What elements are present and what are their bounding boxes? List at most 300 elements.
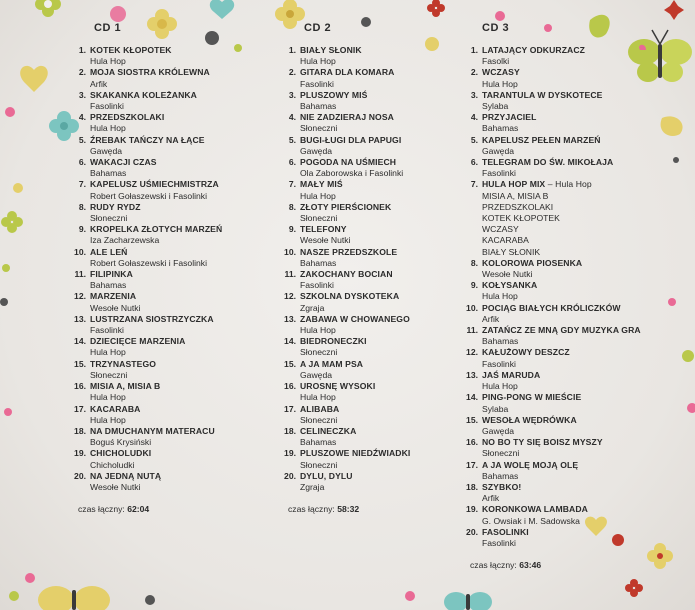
track-number: 17. — [284, 403, 296, 414]
track-number: 17. — [466, 459, 478, 470]
track-artist: Wesołe Nutki — [482, 269, 533, 280]
track-title: NA JEDNĄ NUTĄ — [90, 470, 162, 481]
track-title-line — [482, 280, 662, 291]
track-number: 8. — [470, 257, 478, 268]
track-title: KAŁUŻOWY DESZCZ — [482, 347, 570, 358]
track-artist: Hula Hop — [90, 123, 126, 134]
track-title-line — [482, 325, 662, 336]
medley-song: WCZASY — [482, 224, 519, 235]
track-item — [70, 90, 270, 112]
track-item — [462, 392, 662, 414]
track-number: 12. — [284, 291, 296, 302]
track-item — [280, 247, 480, 269]
track-number: 19. — [284, 448, 296, 459]
track-title: ALIBABA — [300, 403, 340, 414]
butterfly-icon — [38, 586, 110, 610]
heart-icon — [210, 0, 234, 19]
track-item — [280, 202, 480, 224]
track-artist: Fasolinki — [482, 358, 516, 369]
track-number: 9. — [78, 224, 86, 235]
track-item — [280, 67, 480, 89]
track-title-line — [90, 336, 270, 347]
track-title: PLUSZOWE NIEDŹWIADKI — [300, 448, 411, 459]
track-title-line — [90, 112, 270, 123]
track-number: 5. — [288, 134, 296, 145]
track-item — [462, 179, 662, 257]
track-number: 12. — [466, 347, 478, 358]
track-title: FASOLINKI — [482, 526, 529, 537]
track-number: 8. — [78, 201, 86, 212]
track-artist: Hula Hop — [482, 291, 518, 302]
track-item — [280, 471, 480, 493]
heart-icon — [20, 66, 48, 92]
track-number: 18. — [466, 481, 478, 492]
track-artist: Bahamas — [300, 101, 337, 112]
track-number: 6. — [470, 157, 478, 168]
track-item — [280, 135, 480, 157]
track-number: 14. — [74, 336, 86, 347]
track-item — [70, 112, 270, 134]
track-title: LUSTRZANA SIOSTRZYCZKA — [90, 313, 214, 324]
track-title: MOJA SIOSTRA KRÓLEWNA — [90, 67, 210, 78]
track-title: UROSNĘ WYSOKI — [300, 381, 376, 392]
track-title: TRZYNASTEGO — [90, 358, 157, 369]
dot-icon — [13, 183, 23, 193]
track-item — [280, 314, 480, 336]
total-value: 63:46 — [519, 560, 542, 571]
track-number: 2. — [470, 67, 478, 78]
track-number: 15. — [466, 414, 478, 425]
track-number: 13. — [284, 313, 296, 324]
track-title-line — [482, 527, 662, 538]
track-title: TELEGRAM DO ŚW. MIKOŁAJA — [482, 157, 614, 168]
track-title-line — [482, 112, 662, 123]
track-title-line — [300, 90, 480, 101]
track-artist: Słoneczni — [300, 414, 338, 425]
track-item — [462, 460, 662, 482]
track-number: 10. — [74, 246, 86, 257]
track-title-line — [482, 415, 662, 426]
track-title: BIAŁY SŁONIK — [300, 45, 362, 55]
track-artist: Zgraja — [300, 302, 325, 313]
track-title: KORONKOWA LAMBADA — [482, 504, 588, 515]
track-title-line — [90, 157, 270, 168]
dot-icon — [9, 591, 19, 601]
track-title-line — [482, 258, 662, 269]
track-item — [280, 269, 480, 291]
flower-icon — [35, 0, 61, 17]
track-title: WAKACJI CZAS — [90, 157, 157, 168]
track-item — [70, 314, 270, 336]
track-artist: Słoneczni — [300, 213, 338, 224]
track-item — [280, 112, 480, 134]
track-artist: Słoneczni — [300, 459, 338, 470]
track-title-line — [300, 269, 480, 280]
track-number: 5. — [78, 134, 86, 145]
butterfly-icon — [444, 592, 492, 610]
track-artist: Bahamas — [482, 123, 519, 134]
track-item — [462, 90, 662, 112]
track-title-line — [300, 202, 480, 213]
total-label: czas łączny: — [288, 504, 335, 515]
track-number: 4. — [288, 112, 296, 123]
track-artist: Fasolki — [482, 56, 510, 67]
track-number: 5. — [470, 134, 478, 145]
track-item — [280, 45, 480, 67]
track-item — [70, 448, 270, 470]
track-number: 1. — [78, 45, 86, 55]
track-number: 8. — [288, 201, 296, 212]
track-number: 3. — [470, 89, 478, 100]
track-artist: Chicholudki — [90, 459, 135, 470]
track-artist: Bahamas — [90, 280, 127, 291]
track-item — [462, 112, 662, 134]
track-item — [280, 90, 480, 112]
track-number: 19. — [74, 448, 86, 459]
track-item — [70, 291, 270, 313]
track-number: 15. — [74, 358, 86, 369]
track-item — [70, 224, 270, 246]
track-title-line — [90, 426, 270, 437]
track-artist: Sylaba — [482, 403, 509, 414]
track-number: 6. — [288, 157, 296, 168]
track-title: SZKOLNA DYSKOTEKA — [300, 291, 400, 302]
track-title: CELINECZKA — [300, 425, 357, 436]
dot-icon — [682, 350, 694, 362]
track-artist: Gawęda — [300, 145, 333, 156]
track-title: BIEDRONECZKI — [300, 336, 367, 347]
track-title-line — [482, 504, 662, 515]
track-number: 11. — [284, 269, 296, 280]
track-item — [462, 67, 662, 89]
track-title: ZŁOTY PIERŚCIONEK — [300, 201, 392, 212]
track-title: KOTEK KŁOPOTEK — [90, 45, 172, 55]
track-number: 7. — [288, 179, 296, 190]
dot-icon — [5, 107, 15, 117]
track-item — [280, 224, 480, 246]
track-item — [70, 359, 270, 381]
track-item — [462, 157, 662, 179]
track-number: 16. — [466, 437, 478, 448]
track-artist: Hula Hop — [90, 347, 126, 358]
medley-song: PRZEDSZKOLAKI — [482, 201, 554, 212]
track-title-line — [482, 482, 662, 493]
track-title-line — [482, 179, 662, 190]
track-title-line — [482, 437, 662, 448]
track-title: PRZEDSZKOLAKI — [90, 112, 165, 123]
track-artist: Hula Hop — [482, 381, 518, 392]
track-artist: Słoneczni — [90, 369, 128, 380]
track-title-line — [482, 460, 662, 471]
track-number: 4. — [470, 112, 478, 123]
track-artist: Hula Hop — [90, 414, 126, 425]
track-artist: Boguś Krysiński — [90, 437, 152, 448]
track-artist: Arfik — [482, 493, 500, 504]
track-artist: Hula Hop — [300, 392, 336, 403]
cd-title: CD 2 — [304, 22, 332, 34]
track-number: 9. — [288, 224, 296, 235]
track-number: 20. — [284, 470, 296, 481]
track-item — [462, 258, 662, 280]
track-title-line — [482, 392, 662, 403]
track-title: PLUSZOWY MIŚ — [300, 89, 368, 100]
track-artist: G. Owsiak i M. Sadowska — [482, 515, 580, 526]
track-title-line — [90, 314, 270, 325]
track-item — [462, 370, 662, 392]
track-title: MISIA A, MISIA B — [90, 381, 161, 392]
medley-song: KOTEK KŁOPOTEK — [482, 213, 560, 224]
track-title-line — [300, 179, 480, 190]
track-artist: Fasolinki — [300, 78, 334, 89]
track-title-line — [482, 45, 662, 56]
track-artist: Słoneczni — [300, 123, 338, 134]
track-artist: Bahamas — [300, 257, 337, 268]
track-title-line — [90, 202, 270, 213]
track-title-line — [90, 381, 270, 392]
cd1-column — [70, 22, 270, 514]
track-item — [70, 336, 270, 358]
track-item — [462, 415, 662, 437]
track-number: 13. — [74, 313, 86, 324]
track-title: PING-PONG W MIEŚCIE — [482, 392, 582, 403]
track-title-line — [300, 247, 480, 258]
total-label: czas łączny: — [78, 504, 125, 515]
track-title-line — [300, 471, 480, 482]
leaf-icon — [661, 116, 683, 136]
track-title: TARANTULA W DYSKOTECE — [482, 89, 603, 100]
track-item — [462, 527, 662, 549]
track-title: ŹREBAK TAŃCZY NA ŁĄCE — [90, 134, 205, 145]
dot-icon — [405, 591, 415, 601]
track-title: DYLU, DYLU — [300, 470, 353, 481]
track-artist: Gawęda — [300, 369, 333, 380]
track-item — [462, 504, 662, 526]
track-title-line — [300, 336, 480, 347]
total-time — [462, 560, 662, 570]
track-title: NASZE PRZEDSZKOLE — [300, 246, 398, 257]
track-number: 14. — [284, 336, 296, 347]
track-artist: Hula Hop — [300, 56, 336, 67]
track-title: KOŁYSANKA — [482, 280, 538, 291]
track-number: 18. — [74, 425, 86, 436]
track-title-line — [300, 224, 480, 235]
cd-title: CD 3 — [482, 22, 510, 34]
track-title-line — [90, 135, 270, 146]
track-title: POCIĄG BIAŁYCH KRÓLICZKÓW — [482, 302, 621, 313]
track-title: WCZASY — [482, 67, 520, 78]
track-item — [280, 448, 480, 470]
dot-icon — [25, 573, 35, 583]
track-artist: Hula Hop — [90, 56, 126, 67]
track-title: KROPELKA ZŁOTYCH MARZEŃ — [90, 224, 223, 235]
track-title: MARZENIA — [90, 291, 137, 302]
cd2-column — [280, 22, 480, 514]
track-title: PRZYJACIEL — [482, 112, 537, 123]
track-title-line — [300, 67, 480, 78]
total-value: 62:04 — [127, 504, 150, 515]
track-title: RUDY RYDZ — [90, 201, 141, 212]
track-item — [462, 437, 662, 459]
track-artist: Zgraja — [300, 481, 325, 492]
track-title: NA DMUCHANYM MATERACU — [90, 425, 215, 436]
track-title: SKAKANKA KOLEŻANKA — [90, 89, 197, 100]
track-artist: Fasolinki — [482, 168, 516, 179]
track-artist: Robert Gołaszewski i Fasolinki — [90, 257, 208, 268]
track-item — [462, 303, 662, 325]
dot-icon — [687, 403, 695, 413]
track-title: POGODA NA UŚMIECH — [300, 157, 397, 168]
flower-icon — [1, 211, 23, 233]
track-artist: Bahamas — [300, 437, 337, 448]
dot-icon — [110, 6, 126, 22]
track-title: KACARABA — [90, 403, 141, 414]
track-item — [280, 404, 480, 426]
track-item — [70, 157, 270, 179]
dot-icon — [145, 595, 155, 605]
medley-song: BIAŁY SŁONIK — [482, 246, 541, 257]
track-artist: Bahamas — [90, 168, 127, 179]
track-number: 10. — [284, 246, 296, 257]
track-item — [280, 336, 480, 358]
track-title: LATAJĄCY ODKURZACZ — [482, 45, 586, 55]
flower-icon — [625, 579, 643, 597]
track-title: BUGI-ŁUGI DLA PAPUGI — [300, 134, 402, 145]
track-artist: Fasolinki — [90, 325, 124, 336]
track-number: 11. — [466, 325, 478, 336]
track-number: 17. — [74, 403, 86, 414]
track-title: A JA MAM PSA — [300, 358, 364, 369]
track-title-line — [90, 179, 270, 190]
medley-song: KACARABA — [482, 235, 529, 246]
cd-title: CD 1 — [94, 22, 122, 34]
dot-icon — [4, 408, 12, 416]
track-title-line — [300, 314, 480, 325]
track-artist: Hula Hop — [300, 325, 336, 336]
track-number: 4. — [78, 112, 86, 123]
track-item — [70, 426, 270, 448]
track-title: SZYBKO! — [482, 481, 522, 492]
track-title-line — [300, 135, 480, 146]
track-title-line — [300, 112, 480, 123]
track-artist: Fasolinki — [482, 537, 516, 548]
track-item — [70, 247, 270, 269]
track-item — [70, 381, 270, 403]
track-item — [70, 45, 270, 67]
track-number: 6. — [78, 157, 86, 168]
track-title-line — [90, 359, 270, 370]
track-artist: Robert Gołaszewski i Fasolinki — [90, 190, 208, 201]
track-title: TELEFONY — [300, 224, 347, 235]
track-artist: Gawęda — [482, 425, 515, 436]
track-title: DZIECIĘCE MARZENIA — [90, 336, 186, 347]
track-item — [70, 179, 270, 201]
track-artist: Hula Hop — [300, 190, 336, 201]
track-number: 3. — [78, 89, 86, 100]
track-item — [70, 471, 270, 493]
track-number: 7. — [470, 179, 478, 190]
track-title-line — [482, 67, 662, 78]
track-artist: Bahamas — [482, 336, 519, 347]
track-list — [70, 45, 270, 493]
track-artist: Fasolinki — [90, 101, 124, 112]
track-title-line — [482, 303, 662, 314]
track-title: FILIPINKA — [90, 269, 133, 280]
track-title-line — [300, 426, 480, 437]
track-item — [280, 381, 480, 403]
track-artist: Ola Zaborowska i Fasolinki — [300, 168, 404, 179]
total-label: czas łączny: — [470, 560, 517, 571]
track-title-line — [90, 471, 270, 482]
track-item — [70, 202, 270, 224]
track-item — [70, 135, 270, 157]
track-title-line — [482, 347, 662, 358]
track-artist: Wesołe Nutki — [90, 302, 141, 313]
track-title: CHICHOLUDKI — [90, 448, 152, 459]
track-artist: Wesołe Nutki — [300, 235, 351, 246]
track-title: KOLOROWA PIOSENKA — [482, 257, 583, 268]
track-number: 18. — [284, 425, 296, 436]
track-item — [70, 404, 270, 426]
track-artist: Słoneczni — [482, 448, 520, 459]
track-number: 14. — [466, 392, 478, 403]
dot-icon — [668, 298, 676, 306]
track-title-line — [90, 90, 270, 101]
dot-icon — [2, 264, 10, 272]
track-title-line — [90, 45, 270, 56]
track-number: 13. — [466, 369, 478, 380]
track-list — [462, 45, 662, 549]
track-title: KAPELUSZ UŚMIECHMISTRZA — [90, 179, 219, 190]
track-title: ALE LEŃ — [90, 246, 128, 257]
track-number: 10. — [466, 302, 478, 313]
track-title-line — [300, 448, 480, 459]
track-artist: Hula Hop — [482, 78, 518, 89]
track-number: 12. — [74, 291, 86, 302]
track-title-line — [482, 157, 662, 168]
flower-icon — [427, 0, 445, 17]
track-number: 2. — [78, 67, 86, 78]
track-title: WESOŁA WĘDRÓWKA — [482, 414, 577, 425]
track-number: 1. — [288, 45, 296, 55]
cd3-column — [462, 22, 662, 570]
track-number: 15. — [284, 358, 296, 369]
track-title: A JA WOLĘ MOJĄ OLĘ — [482, 459, 579, 470]
track-number: 2. — [288, 67, 296, 78]
track-title-line — [300, 291, 480, 302]
track-number: 3. — [288, 89, 296, 100]
track-title: HULA HOP MIX — [482, 179, 546, 190]
track-title-line — [300, 359, 480, 370]
track-artist: Gawęda — [482, 145, 515, 156]
track-item — [70, 269, 270, 291]
track-number: 11. — [74, 269, 86, 280]
track-item — [462, 482, 662, 504]
track-title-line — [90, 247, 270, 258]
track-title: NIE ZADZIERAJ NOSA — [300, 112, 394, 123]
track-title: JAŚ MARUDA — [482, 369, 541, 380]
medley-song: MISIA A, MISIA B — [482, 190, 549, 201]
track-number: 16. — [284, 381, 296, 392]
track-number: 9. — [470, 280, 478, 291]
track-title-line — [90, 67, 270, 78]
track-number: 7. — [78, 179, 86, 190]
track-artist: Arfik — [482, 313, 500, 324]
track-artist: Gawęda — [90, 145, 123, 156]
total-time — [70, 504, 270, 514]
dot-icon — [673, 157, 679, 163]
track-item — [280, 157, 480, 179]
track-artist: Bahamas — [482, 470, 519, 481]
